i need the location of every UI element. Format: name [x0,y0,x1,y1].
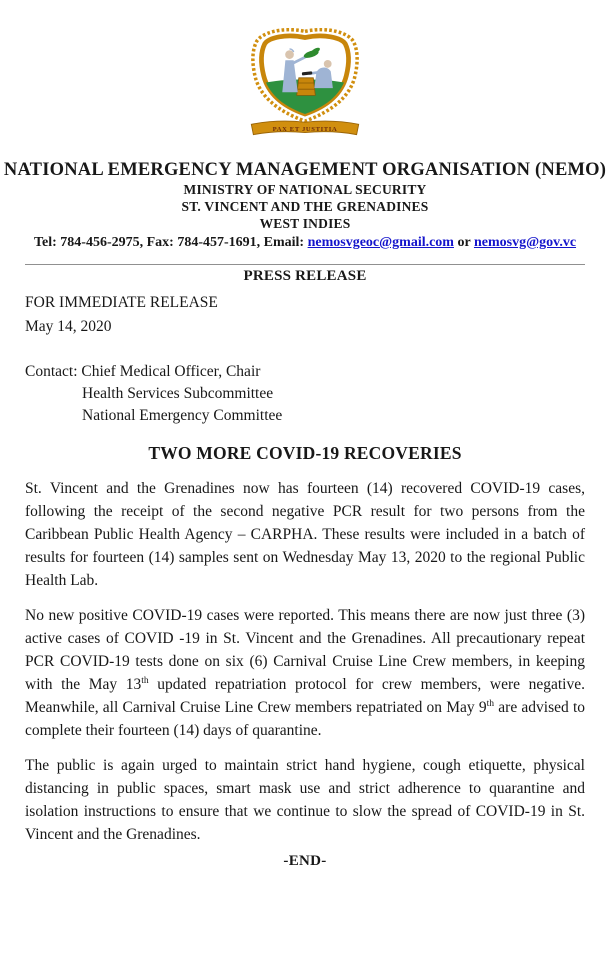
headline: TWO MORE COVID-19 RECOVERIES [148,443,462,463]
paragraph2-segment: updated repatriation protocol for crew members, were negative. Meanwhile, all Carnival Cruise Line Crew members repatriated on May 9 [25,676,585,716]
distribution-line: FOR IMMEDIATE RELEASE [25,294,218,311]
contact-row: National Emergency Committee [82,407,283,424]
press-release-label: PRESS RELEASE [243,268,367,284]
body-paragraph-3: The public is again urged to maintain strict hand hygiene, cough etiquette, physical distancing in public spaces, smart mask use and strict adherence to quarantine and isolation instructions to ensure that we continue to slow the spread of COVID-19 in St. Vincent and the Grenadines. [25,757,585,843]
end-marker: -END- [283,853,327,869]
ordinal-superscript: th [486,697,495,709]
email-separator: or [453,235,474,250]
motto-banner [251,121,358,135]
header-divider [25,264,585,265]
email-link-primary[interactable]: nemosvgeoc@gmail.com [307,235,454,250]
contact-person: Chief Medical Officer, Chair [81,363,261,380]
contact-row [25,361,585,383]
country-line: ST. VINCENT AND THE GRENADINES [181,199,429,214]
motto-text: PAX ET JUSTITIA [272,125,338,133]
ordinal-superscript: th [141,674,149,686]
paragraph2-segment: are advised to complete their fourteen (14) days of quarantine. [25,699,586,739]
contact-label: Contact: [25,363,82,380]
letterhead [3,160,607,251]
release-date: May 14, 2020 [25,318,112,335]
body-paragraph-1: St. Vincent and the Grenadines now has fourteen (14) recovered COVID-19 cases, following the receipt of the second negative PCR result for two persons from the Caribbean Public Health Agency – CARPHA. These results were included in a batch of results for fourteen (14) samples sent on Wednesday May 13, 2020 to the regional Public Health Lab. [25,480,585,589]
ministry-line: MINISTRY OF NATIONAL SECURITY [183,182,427,197]
region-line: WEST INDIES [259,216,351,231]
crest-container [25,28,585,138]
contact-row: Health Services Subcommittee [82,385,274,402]
body-paragraph-2 [25,604,585,742]
contact-block [25,361,585,427]
paragraph2-segment: No new positive COVID-19 cases were reported. This means there are now just three (3) active cases of COVID -19 in St. Vincent and the Grenadines. All precautionary repeat PCR COVID-19 tests done on six (6) Carnival Cruise Line Crew members, in keeping with the May 13 [25,607,585,693]
tel-fax-email-label: Tel: 784-456-2975, Fax: 784-457-1691, Email: [33,235,308,250]
email-link-secondary[interactable]: nemosvg@gov.vc [473,235,577,250]
crest-altar [297,78,316,96]
coat-of-arms-icon [241,28,369,138]
contact-info-line [25,235,585,251]
organisation-name: NATIONAL EMERGENCY MANAGEMENT ORGANISATION (NEMO) [3,160,607,180]
